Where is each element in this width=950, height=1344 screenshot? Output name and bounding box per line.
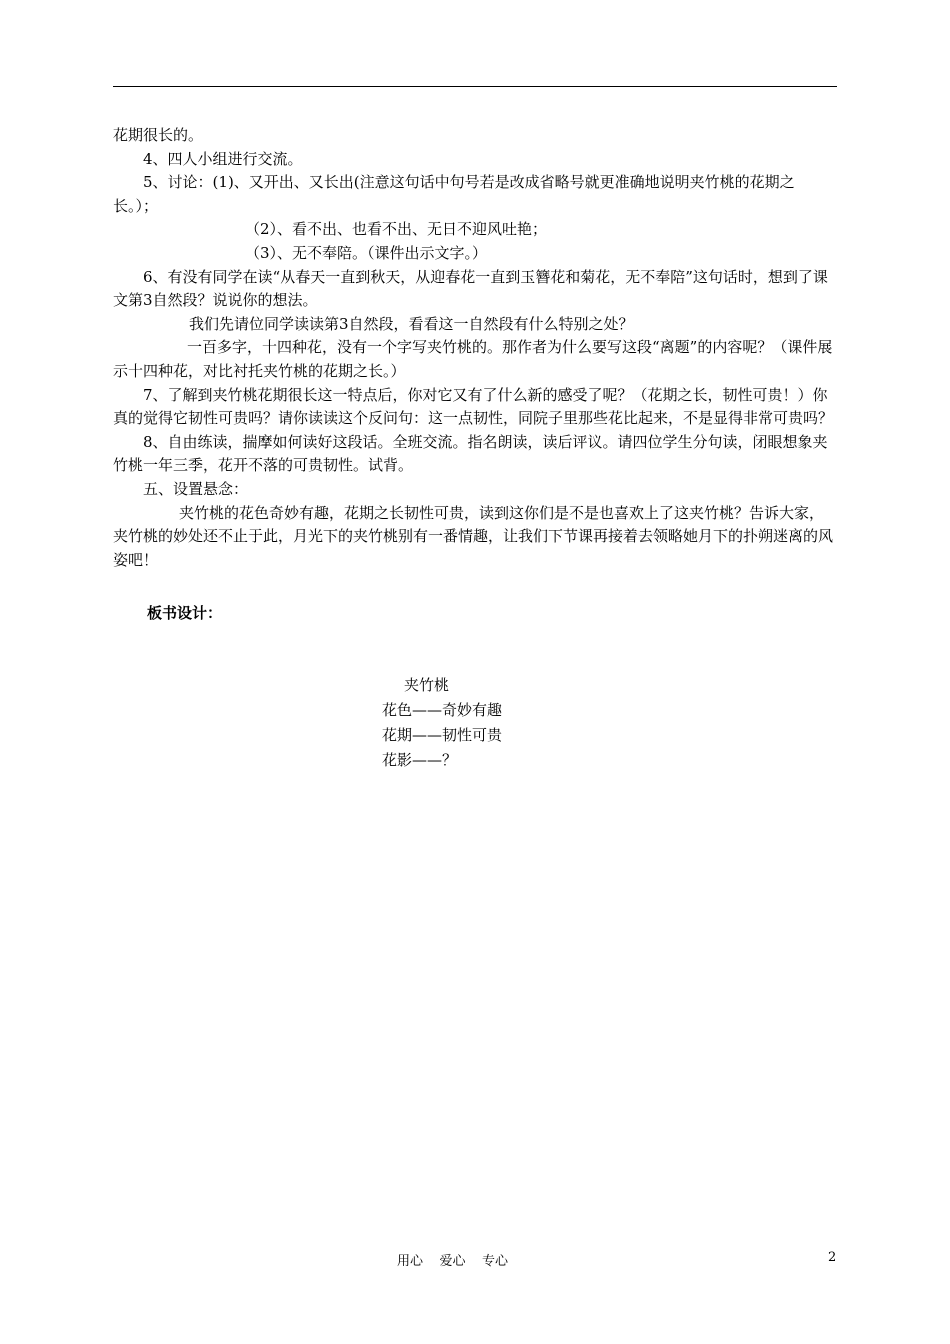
paragraph: 4、四人小组进行交流。 xyxy=(143,149,303,168)
header-rule xyxy=(113,86,837,87)
board-line: 花色——奇妙有趣 xyxy=(382,701,503,719)
page-number: 2 xyxy=(828,1250,837,1265)
paragraph: 一百多字，十四种花，没有一个字写夹竹桃的。那作者为什么要写这段“离题”的内容呢？（课件展示十四种花，对比衬托夹竹桃的花期之长。） xyxy=(113,338,833,380)
paragraph: 8、自由练读，揣摩如何读好这段话。全班交流。指名朗读，读后评议。请四位学生分句读，闭眼想象夹竹桃一年三季，花开不落的可贵韧性。试背。 xyxy=(113,432,828,475)
paragraph: 6、有没有同学在读“从春天一直到秋天，从迎春花一直到玉簪花和菊花，无不奉陪”这句话时，想到了课文第3自然段？说说你的想法。 xyxy=(113,267,828,310)
paragraph: 5、讨论：(1)、又开出、又长出(注意这句话中句号若是改成省略号就更准确地说明夹竹桃的花期之长。）； xyxy=(113,173,795,215)
document-body xyxy=(113,124,837,626)
paragraph: （2）、看不出、也看不出、无日不迎风吐艳； xyxy=(245,220,548,239)
paragraph: 花期很长的。 xyxy=(113,126,204,144)
paragraph: 夹竹桃的花色奇妙有趣，花期之长韧性可贵，读到这你们是不是也喜欢上了这夹竹桃？告诉大家，夹竹桃的妙处还不止于此，月光下的夹竹桃别有一番情趣，让我们下节课再接着去领略她月下的扑朔迷离的风姿吧！ xyxy=(113,503,834,569)
board-line: 花影——？ xyxy=(382,751,458,769)
board-title: 夹竹桃 xyxy=(404,676,450,694)
board-design-heading: 板书设计： xyxy=(147,604,223,623)
paragraph: 我们先请位同学读读第3自然段，看看这一自然段有什么特别之处？ xyxy=(189,314,634,333)
board-line: 花期——韧性可贵 xyxy=(382,726,503,744)
paragraph: （3）、无不奉陪。（课件出示文字。） xyxy=(245,243,488,262)
footer-motto: 用心 爱心 专心 xyxy=(397,1254,509,1269)
paragraph: 7、了解到夹竹桃花期很长这一特点后，你对它又有了什么新的感受了呢？（花期之长，韧性可贵！）你真的觉得它韧性可贵吗？请你读读这个反问句：这一点韧性，同院子里那些花比起来，不是显得非常可贵吗？ xyxy=(113,385,834,428)
paragraph: 五、设置悬念： xyxy=(143,479,249,498)
